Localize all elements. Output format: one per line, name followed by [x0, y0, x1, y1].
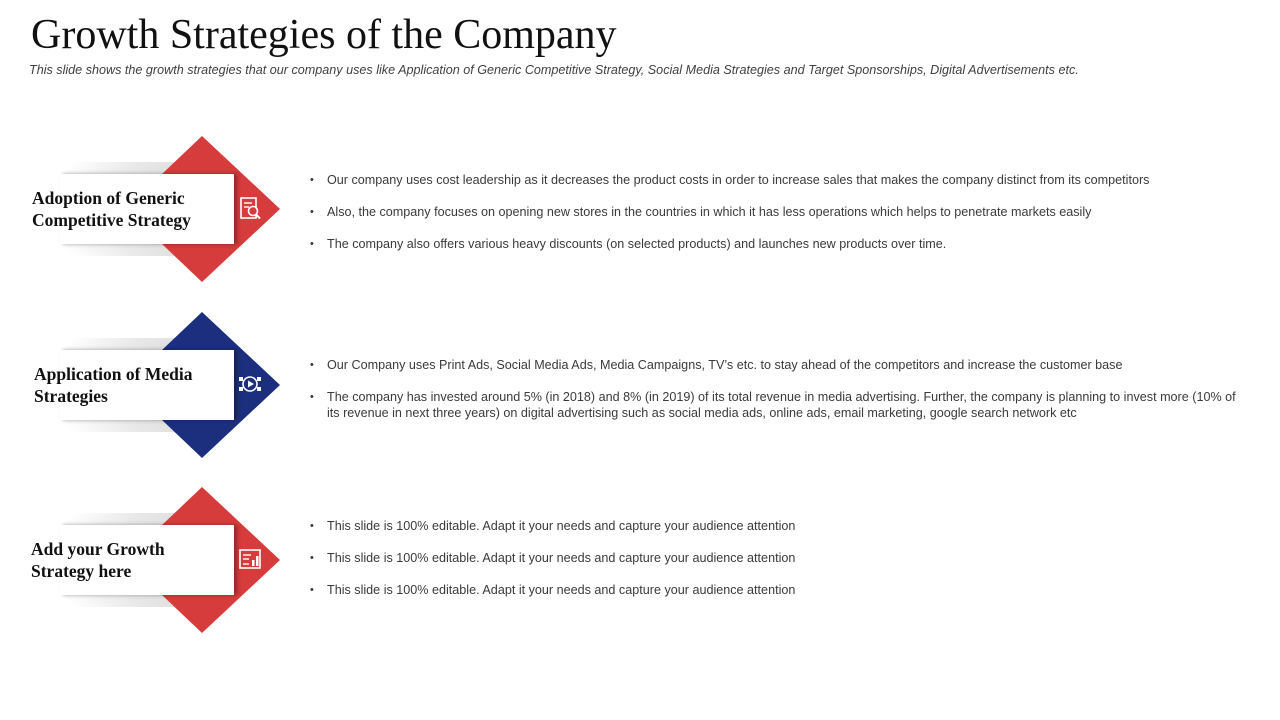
- strategy-label-box: [32, 174, 234, 244]
- strategy-label-box: [34, 350, 234, 420]
- bullet-list: [310, 357, 1240, 437]
- strategy-block-1: [0, 136, 1280, 282]
- bullet-item: • The company also offers various heavy discounts (on selected products) and launches new products over time.: [310, 236, 1240, 252]
- bullet-item: • Also, the company focuses on opening new stores in the countries in which it has less operations which helps to penetrate markets easily: [310, 204, 1240, 220]
- strategy-label: Add your Growth Strategy here: [31, 539, 165, 581]
- strategy-block-2: [0, 312, 1280, 458]
- bullet-list: [310, 172, 1240, 268]
- strategy-label-box: [31, 525, 234, 595]
- bullet-item: • Our company uses cost leadership as it decreases the product costs in order to increase sales that makes the company distinct from its competitors: [310, 172, 1240, 188]
- strategy-label: Adoption of Generic Competitive Strategy: [32, 188, 191, 230]
- bullet-item: • Our Company uses Print Ads, Social Media Ads, Media Campaigns, TV’s etc. to stay ahead of the competitors and increase the customer base: [310, 357, 1240, 373]
- strategy-label: Application of Media Strategies: [34, 364, 193, 406]
- bullet-item: • This slide is 100% editable. Adapt it your needs and capture your audience attention: [310, 582, 1240, 598]
- bullet-item: • This slide is 100% editable. Adapt it your needs and capture your audience attention: [310, 550, 1240, 566]
- bullet-item: • The company has invested around 5% (in 2018) and 8% (in 2019) of its total revenue in media advertising. Further, the company is planning to invest more (10% of its revenue in next three years) on digital advertising such as social media ads, online ads, email marketing, google search network etc: [310, 389, 1240, 421]
- growth-chart-icon: [237, 546, 263, 572]
- analysis-report-icon: [237, 195, 263, 221]
- bullet-item: • This slide is 100% editable. Adapt it your needs and capture your audience attention: [310, 518, 1240, 534]
- bullet-list: [310, 518, 1240, 614]
- slide-title: Growth Strategies of the Company: [31, 12, 617, 58]
- strategy-block-3: [0, 487, 1280, 633]
- slide-subtitle: This slide shows the growth strategies that our company uses like Application of Generic Competitive Strategy, Social Media Strategies and Target Sponsorships, Digital Advertisements etc.: [29, 63, 1079, 77]
- media-play-icon: [237, 371, 263, 397]
